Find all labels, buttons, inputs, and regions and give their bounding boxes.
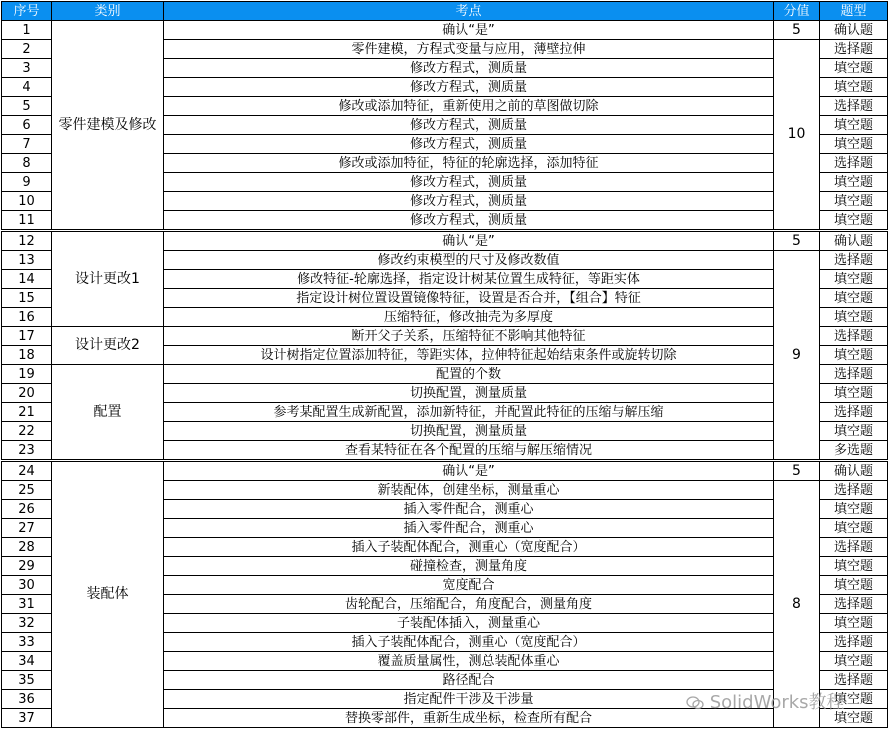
- row-type: 选择题: [820, 40, 888, 59]
- row-no: 17: [2, 327, 52, 346]
- score-cell: 5: [774, 231, 820, 251]
- row-type: 填空题: [820, 270, 888, 289]
- row-type: 多选题: [820, 441, 888, 461]
- row-no: 19: [2, 365, 52, 384]
- row-point: 修改或添加特征，重新使用之前的草图做切除: [164, 97, 774, 116]
- row-no: 34: [2, 652, 52, 671]
- row-point: 插入零件配合，测重心: [164, 500, 774, 519]
- table-row: [2, 327, 888, 346]
- row-no: 13: [2, 251, 52, 270]
- row-type: 填空题: [820, 652, 888, 671]
- row-type: 确认题: [820, 461, 888, 481]
- row-point: 覆盖质量属性，测总装配体重心: [164, 652, 774, 671]
- row-point: 修改约束模型的尺寸及修改数值: [164, 251, 774, 270]
- row-type: 填空题: [820, 690, 888, 709]
- row-no: 25: [2, 481, 52, 500]
- row-point: 修改特征-轮廓选择，指定设计树某位置生成特征，等距实体: [164, 270, 774, 289]
- category-cell: 装配体: [52, 461, 164, 728]
- row-point: 指定设计树位置设置镜像特征，设置是否合并，【组合】特征: [164, 289, 774, 308]
- row-point: 替换零部件，重新生成坐标，检查所有配合: [164, 709, 774, 728]
- watermark-text: SolidWorks教程: [709, 692, 845, 713]
- row-no: 8: [2, 154, 52, 173]
- row-point: 修改方程式，测质量: [164, 173, 774, 192]
- row-no: 14: [2, 270, 52, 289]
- row-type: 填空题: [820, 709, 888, 728]
- table-row: [2, 461, 888, 481]
- row-type: 选择题: [820, 365, 888, 384]
- category-cell: 零件建模及修改: [52, 21, 164, 231]
- row-type: 填空题: [820, 519, 888, 538]
- category-cell: 设计更改1: [52, 231, 164, 327]
- row-no: 24: [2, 461, 52, 481]
- row-type: 选择题: [820, 403, 888, 422]
- row-type: 确认题: [820, 231, 888, 251]
- row-point: 修改方程式，测质量: [164, 59, 774, 78]
- row-point: 碰撞检查，测量角度: [164, 557, 774, 576]
- row-no: 21: [2, 403, 52, 422]
- row-point: 修改方程式，测质量: [164, 135, 774, 154]
- row-point: 确认“是”: [164, 461, 774, 481]
- row-type: 填空题: [820, 346, 888, 365]
- row-no: 36: [2, 690, 52, 709]
- score-cell: 5: [774, 461, 820, 481]
- score-cell: 10: [774, 40, 820, 231]
- row-type: 填空题: [820, 500, 888, 519]
- row-no: 20: [2, 384, 52, 403]
- row-type: 选择题: [820, 671, 888, 690]
- row-point: 压缩特征，修改抽壳为多厚度: [164, 308, 774, 327]
- row-type: 填空题: [820, 211, 888, 231]
- row-point: 修改方程式，测质量: [164, 78, 774, 97]
- category-cell: 设计更改2: [52, 327, 164, 365]
- row-type: 填空题: [820, 192, 888, 211]
- row-type: 填空题: [820, 173, 888, 192]
- row-point: 确认“是”: [164, 231, 774, 251]
- row-point: 修改方程式，测质量: [164, 192, 774, 211]
- row-point: 断开父子关系，压缩特征不影响其他特征: [164, 327, 774, 346]
- row-type: 填空题: [820, 557, 888, 576]
- row-no: 26: [2, 500, 52, 519]
- row-point: 指定配件干涉及干涉量: [164, 690, 774, 709]
- row-no: 28: [2, 538, 52, 557]
- row-type: 选择题: [820, 481, 888, 500]
- row-no: 6: [2, 116, 52, 135]
- row-type: 选择题: [820, 538, 888, 557]
- row-no: 11: [2, 211, 52, 231]
- row-point: 修改方程式，测质量: [164, 211, 774, 231]
- row-no: 2: [2, 40, 52, 59]
- header-category: 类别: [52, 2, 164, 21]
- row-point: 插入零件配合，测重心: [164, 519, 774, 538]
- table-row: [2, 21, 888, 40]
- row-type: 填空题: [820, 384, 888, 403]
- row-no: 15: [2, 289, 52, 308]
- row-no: 22: [2, 422, 52, 441]
- row-no: 7: [2, 135, 52, 154]
- row-point: 插入子装配体配合，测重心（宽度配合）: [164, 538, 774, 557]
- row-point: 宽度配合: [164, 576, 774, 595]
- score-cell: 5: [774, 21, 820, 40]
- row-type: 选择题: [820, 97, 888, 116]
- row-type: 填空题: [820, 135, 888, 154]
- row-type: 填空题: [820, 116, 888, 135]
- row-type: 填空题: [820, 59, 888, 78]
- row-no: 37: [2, 709, 52, 728]
- row-point: 修改方程式，测质量: [164, 116, 774, 135]
- row-no: 35: [2, 671, 52, 690]
- row-no: 9: [2, 173, 52, 192]
- row-no: 23: [2, 441, 52, 461]
- row-point: 配置的个数: [164, 365, 774, 384]
- exam-points-table: [1, 1, 888, 728]
- row-type: 选择题: [820, 251, 888, 270]
- row-point: 修改或添加特征，特征的轮廓选择，添加特征: [164, 154, 774, 173]
- row-type: 填空题: [820, 614, 888, 633]
- row-point: 切换配置，测量质量: [164, 422, 774, 441]
- table-row: [2, 231, 888, 251]
- row-point: 切换配置，测量质量: [164, 384, 774, 403]
- row-point: 参考某配置生成新配置，添加新特征，并配置此特征的压缩与解压缩: [164, 403, 774, 422]
- row-no: 33: [2, 633, 52, 652]
- row-no: 5: [2, 97, 52, 116]
- row-type: 选择题: [820, 154, 888, 173]
- row-point: 查看某特征在各个配置的压缩与解压缩情况: [164, 441, 774, 461]
- row-type: 选择题: [820, 633, 888, 652]
- row-type: 填空题: [820, 576, 888, 595]
- row-type: 选择题: [820, 327, 888, 346]
- row-point: 齿轮配合，压缩配合，角度配合，测量角度: [164, 595, 774, 614]
- row-type: 填空题: [820, 289, 888, 308]
- row-type: 填空题: [820, 308, 888, 327]
- row-point: 新装配体，创建坐标，测量重心: [164, 481, 774, 500]
- row-no: 31: [2, 595, 52, 614]
- row-no: 27: [2, 519, 52, 538]
- row-point: 子装配体插入，测量重心: [164, 614, 774, 633]
- row-type: 选择题: [820, 595, 888, 614]
- score-cell: 9: [774, 251, 820, 461]
- row-type: 填空题: [820, 78, 888, 97]
- category-cell: 配置: [52, 365, 164, 461]
- row-no: 10: [2, 192, 52, 211]
- row-point: 确认“是”: [164, 21, 774, 40]
- row-no: 3: [2, 59, 52, 78]
- header-point: 考点: [164, 2, 774, 21]
- row-point: 零件建模，方程式变量与应用，薄壁拉伸: [164, 40, 774, 59]
- row-no: 32: [2, 614, 52, 633]
- header-type: 题型: [820, 2, 888, 21]
- row-point: 插入子装配体配合，测重心（宽度配合）: [164, 633, 774, 652]
- row-no: 4: [2, 78, 52, 97]
- header-no: 序号: [2, 2, 52, 21]
- row-no: 12: [2, 231, 52, 251]
- row-type: 确认题: [820, 21, 888, 40]
- row-no: 16: [2, 308, 52, 327]
- row-no: 18: [2, 346, 52, 365]
- header-row: [2, 2, 888, 21]
- header-score: 分值: [774, 2, 820, 21]
- row-no: 29: [2, 557, 52, 576]
- row-type: 填空题: [820, 422, 888, 441]
- table-row: [2, 365, 888, 384]
- score-cell: 8: [774, 481, 820, 728]
- row-no: 1: [2, 21, 52, 40]
- row-no: 30: [2, 576, 52, 595]
- row-point: 路径配合: [164, 671, 774, 690]
- row-point: 设计树指定位置添加特征，等距实体，拉伸特征起始结束条件或旋转切除: [164, 346, 774, 365]
